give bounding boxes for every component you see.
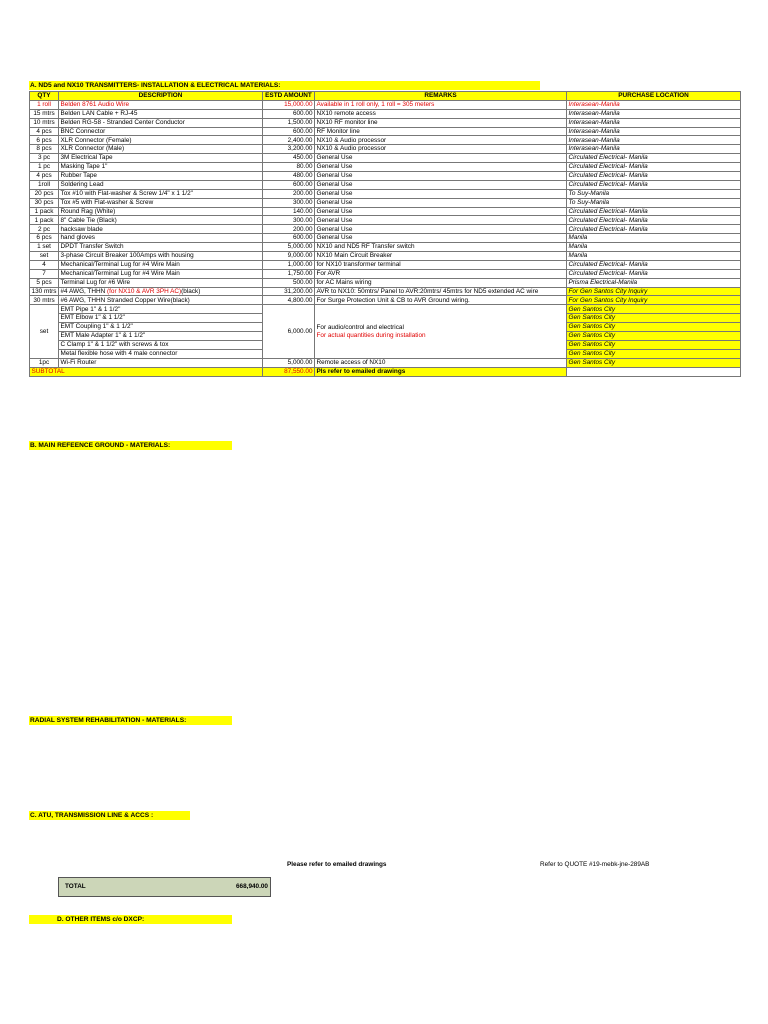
column-header: REMARKS (315, 92, 567, 101)
location-cell: Interasean-Manila (567, 118, 741, 127)
total-amount: 668,940.00 (236, 883, 268, 890)
remarks-cell: For Surge Protection Unit & CB to AVR Ground wiring. (315, 296, 567, 305)
remarks-cell: General Use (315, 180, 567, 189)
description-cell: hand gloves (59, 234, 263, 243)
subtotal-label: SUBTOTAL (30, 367, 263, 376)
amount-cell: 3,200.00 (263, 145, 315, 154)
amount-cell: 300.00 (263, 216, 315, 225)
amount-cell: 200.00 (263, 225, 315, 234)
qty-cell: 5 pcs (30, 278, 59, 287)
amount-cell: 1,750.00 (263, 269, 315, 278)
location-cell: Interasean-Manila (567, 127, 741, 136)
table-row (30, 207, 741, 216)
qty-cell: set (30, 252, 59, 261)
table-row (30, 287, 741, 296)
section-a-table (29, 91, 741, 377)
table-row (30, 100, 741, 109)
remarks-cell: for NX10 transformer terminal (315, 260, 567, 269)
section-c-note-right: Refer to QUOTE #19-mebk-jne-289AB (540, 861, 650, 868)
amount-cell: 4,800.00 (263, 296, 315, 305)
qty-cell: 10 mtrs (30, 118, 59, 127)
qty-cell: 1roll (30, 180, 59, 189)
subtotal-amount: 87,550.00 (263, 367, 315, 376)
qty-cell: 1 pc (30, 163, 59, 172)
qty-cell: 6 pcs (30, 234, 59, 243)
location-cell: Circulated Electrical- Manila (567, 163, 741, 172)
location-cell: Manila (567, 243, 741, 252)
remarks-cell: Available in 1 roll only, 1 roll = 305 meters (315, 100, 567, 109)
amount-cell: 300.00 (263, 198, 315, 207)
remarks-cell (315, 305, 567, 358)
remarks-cell: General Use (315, 189, 567, 198)
qty-cell: 2 pc (30, 225, 59, 234)
description-cell: 3M Electrical Tape (59, 154, 263, 163)
qty-cell: 1 pack (30, 216, 59, 225)
qty-cell: 1 roll (30, 100, 59, 109)
amount-cell: 140.00 (263, 207, 315, 216)
table-row (30, 198, 741, 207)
description-cell: Terminal Lug for #6 Wire (59, 278, 263, 287)
remarks-cell: General Use (315, 154, 567, 163)
qty-cell: 7 (30, 269, 59, 278)
remarks-cell: General Use (315, 234, 567, 243)
section-b-title: B. MAIN REFEENCE GROUND - MATERIALS: (29, 441, 232, 450)
qty-cell: 130 mtrs (30, 287, 59, 296)
location-cell: Gen Santos City (567, 349, 741, 358)
description-cell: Round Rag (White) (59, 207, 263, 216)
description-cell: XLR Connector (Male) (59, 145, 263, 154)
remarks-cell: RF Monitor line (315, 127, 567, 136)
amount-cell: 6,000.00 (263, 305, 315, 358)
remarks-cell: NX10 remote access (315, 109, 567, 118)
amount-cell: 5,000.00 (263, 243, 315, 252)
column-header: DESCRIPTION (59, 92, 263, 101)
amount-cell: 5,000.00 (263, 358, 315, 367)
description-cell: EMT Male Adapter 1" & 1 1/2" (59, 332, 263, 341)
total-label: TOTAL (65, 883, 86, 890)
table-row (30, 216, 741, 225)
description-cell: Wi-Fi Router (59, 358, 263, 367)
amount-cell: 9,000.00 (263, 252, 315, 261)
location-cell: To Suy-Manila (567, 189, 741, 198)
section-a-title: A. ND5 and NX10 TRANSMITTERS- INSTALLATION & ELECTRICAL MATERIALS: (29, 81, 540, 90)
remarks-cell: General Use (315, 198, 567, 207)
location-cell: Circulated Electrical- Manila (567, 260, 741, 269)
description-cell: Masking Tape 1" (59, 163, 263, 172)
remark-line: For audio/control and electrical (316, 323, 404, 331)
table-row (30, 269, 741, 278)
amount-cell: 600.00 (263, 109, 315, 118)
qty-cell: 30 mtrs (30, 296, 59, 305)
location-cell: Gen Santos City (567, 332, 741, 341)
amount-cell: 500.00 (263, 278, 315, 287)
description-cell: DPDT Transfer Switch (59, 243, 263, 252)
remarks-cell: NX10 Main Circuit Breaker (315, 252, 567, 261)
amount-cell: 600.00 (263, 127, 315, 136)
amount-cell: 80.00 (263, 163, 315, 172)
table-row (30, 118, 741, 127)
location-cell: Interasean-Manila (567, 136, 741, 145)
qty-cell: 15 mtrs (30, 109, 59, 118)
location-cell: Prisma Electrical-Manila (567, 278, 741, 287)
qty-cell: set (30, 305, 59, 358)
section-d-title: D. OTHER ITEMS c/o DXCP: (29, 915, 232, 924)
location-cell: Interasean-Manila (567, 100, 741, 109)
location-cell: Manila (567, 234, 741, 243)
qty-cell: 1 set (30, 243, 59, 252)
total-bar (58, 877, 271, 897)
subtotal-note: Pls refer to emailed drawings (315, 367, 567, 376)
table-row (30, 278, 741, 287)
section-a-header (30, 92, 741, 101)
location-cell: Gen Santos City (567, 340, 741, 349)
location-cell: Circulated Electrical- Manila (567, 225, 741, 234)
column-header: ESTD AMOUNT (263, 92, 315, 101)
radial-title: RADIAL SYSTEM REHABILITATION - MATERIALS: (29, 716, 232, 725)
qty-cell: 4 pcs (30, 172, 59, 181)
table-row (30, 252, 741, 261)
amount-cell: 1,500.00 (263, 118, 315, 127)
description-cell: BNC Connector (59, 127, 263, 136)
remarks-cell: General Use (315, 172, 567, 181)
qty-cell: 8 pcs (30, 145, 59, 154)
table-row (30, 163, 741, 172)
qty-cell: 4 (30, 260, 59, 269)
table-row (30, 358, 741, 367)
description-cell: hacksaw blade (59, 225, 263, 234)
remarks-cell: NX10 & Audio processor (315, 136, 567, 145)
location-cell: Gen Santos City (567, 314, 741, 323)
qty-cell: 30 pcs (30, 198, 59, 207)
description-cell: Metal flexible hose with 4 male connector (59, 349, 263, 358)
remarks-cell: NX10 and ND5 RF Transfer switch (315, 243, 567, 252)
description-cell: C Clamp 1" & 1 1/2" with screws & tox (59, 340, 263, 349)
location-cell: Circulated Electrical- Manila (567, 154, 741, 163)
description-cell: EMT Pipe 1" & 1 1/2" (59, 305, 263, 314)
emt-row (30, 305, 741, 314)
location-cell: Gen Santos City (567, 305, 741, 314)
qty-cell: 1pc (30, 358, 59, 367)
column-header: PURCHASE LOCATION (567, 92, 741, 101)
amount-cell: 600.00 (263, 234, 315, 243)
table-row (30, 260, 741, 269)
location-cell: Circulated Electrical- Manila (567, 172, 741, 181)
description-cell: EMT Elbow 1" & 1 1/2" (59, 314, 263, 323)
remarks-cell: General Use (315, 216, 567, 225)
table-row (30, 154, 741, 163)
remarks-cell: General Use (315, 225, 567, 234)
table-row (30, 180, 741, 189)
description-cell: Mechanical/Terminal Lug for #4 Wire Main (59, 269, 263, 278)
subtotal-row (30, 367, 741, 376)
table-row (30, 127, 741, 136)
location-cell: Gen Santos City (567, 358, 741, 367)
table-row (30, 234, 741, 243)
description-cell: Belden RG-58 - Stranded Center Conductor (59, 118, 263, 127)
section-c-note-left: Please refer to emailed drawings (287, 861, 387, 868)
description-cell: 8" Cable Tie (Black) (59, 216, 263, 225)
remarks-cell: Remote access of NX10 (315, 358, 567, 367)
remarks-cell: General Use (315, 163, 567, 172)
description-cell: 3-phase Circuit Breaker 100Amps with housing (59, 252, 263, 261)
description-cell: Mechanical/Terminal Lug for #4 Wire Main (59, 260, 263, 269)
qty-cell: 6 pcs (30, 136, 59, 145)
desc-part: (black) (181, 287, 201, 295)
description-cell: XLR Connector (Female) (59, 136, 263, 145)
location-cell: Gen Santos City (567, 323, 741, 332)
amount-cell: 2,400.00 (263, 136, 315, 145)
amount-cell: 200.00 (263, 189, 315, 198)
desc-part-red: (for NX10 & AVR 3PH AC) (107, 287, 182, 295)
amount-cell: 600.00 (263, 180, 315, 189)
location-cell: Circulated Electrical- Manila (567, 216, 741, 225)
description-cell: Rubber Tape (59, 172, 263, 181)
table-row (30, 189, 741, 198)
table-row (30, 296, 741, 305)
remarks-cell: General Use (315, 207, 567, 216)
location-cell: To Suy-Manila (567, 198, 741, 207)
amount-cell: 31,200.00 (263, 287, 315, 296)
amount-cell: 15,000.00 (263, 100, 315, 109)
qty-cell: 3 pc (30, 154, 59, 163)
description-cell: #6 AWG, THHN Stranded Copper Wire(black) (59, 296, 263, 305)
description-cell (59, 287, 263, 296)
empty-cell (567, 367, 741, 376)
location-cell: For Gen Santos City Inquiry (567, 287, 741, 296)
amount-cell: 450.00 (263, 154, 315, 163)
table-row (30, 109, 741, 118)
amount-cell: 480.00 (263, 172, 315, 181)
table-row (30, 243, 741, 252)
location-cell: Interasean-Manila (567, 109, 741, 118)
description-cell: Tox #5 with Flat-washer & Screw (59, 198, 263, 207)
table-row (30, 225, 741, 234)
amount-cell: 1,000.00 (263, 260, 315, 269)
location-cell: Manila (567, 252, 741, 261)
description-cell: EMT Coupling 1" & 1 1/2" (59, 323, 263, 332)
description-cell: Belden LAN Cable + RJ-45 (59, 109, 263, 118)
qty-cell: 20 pcs (30, 189, 59, 198)
remarks-cell: AVR to NX10: 50mtrs/ Panel to AVR:20mtrs/ 45mtrs for ND5 extended AC wire (315, 287, 567, 296)
column-header: QTY (30, 92, 59, 101)
description-cell: Soldering Lead (59, 180, 263, 189)
table-row (30, 172, 741, 181)
location-cell: Circulated Electrical- Manila (567, 269, 741, 278)
location-cell: For Gen Santos City Inquiry (567, 296, 741, 305)
desc-part: #4 AWG, THHN (60, 287, 108, 295)
qty-cell: 1 pack (30, 207, 59, 216)
qty-cell: 4 pcs (30, 127, 59, 136)
remarks-cell: for AC Mains wiring (315, 278, 567, 287)
location-cell: Interasean-Manila (567, 145, 741, 154)
remark-line-red: For actual quantities during installation (316, 331, 426, 339)
remarks-cell: NX10 RF monitor line (315, 118, 567, 127)
remarks-cell: For AVR (315, 269, 567, 278)
remarks-cell: NX10 & Audio processor (315, 145, 567, 154)
location-cell: Circulated Electrical- Manila (567, 207, 741, 216)
table-row (30, 136, 741, 145)
description-cell: Tox #10 with Flat-washer & Screw 1/4" x 1 1/2" (59, 189, 263, 198)
table-row (30, 145, 741, 154)
location-cell: Circulated Electrical- Manila (567, 180, 741, 189)
section-c-title: C. ATU, TRANSMISSION LINE & ACCS : (29, 811, 190, 820)
description-cell: Belden 8761 Audio Wire (59, 100, 263, 109)
